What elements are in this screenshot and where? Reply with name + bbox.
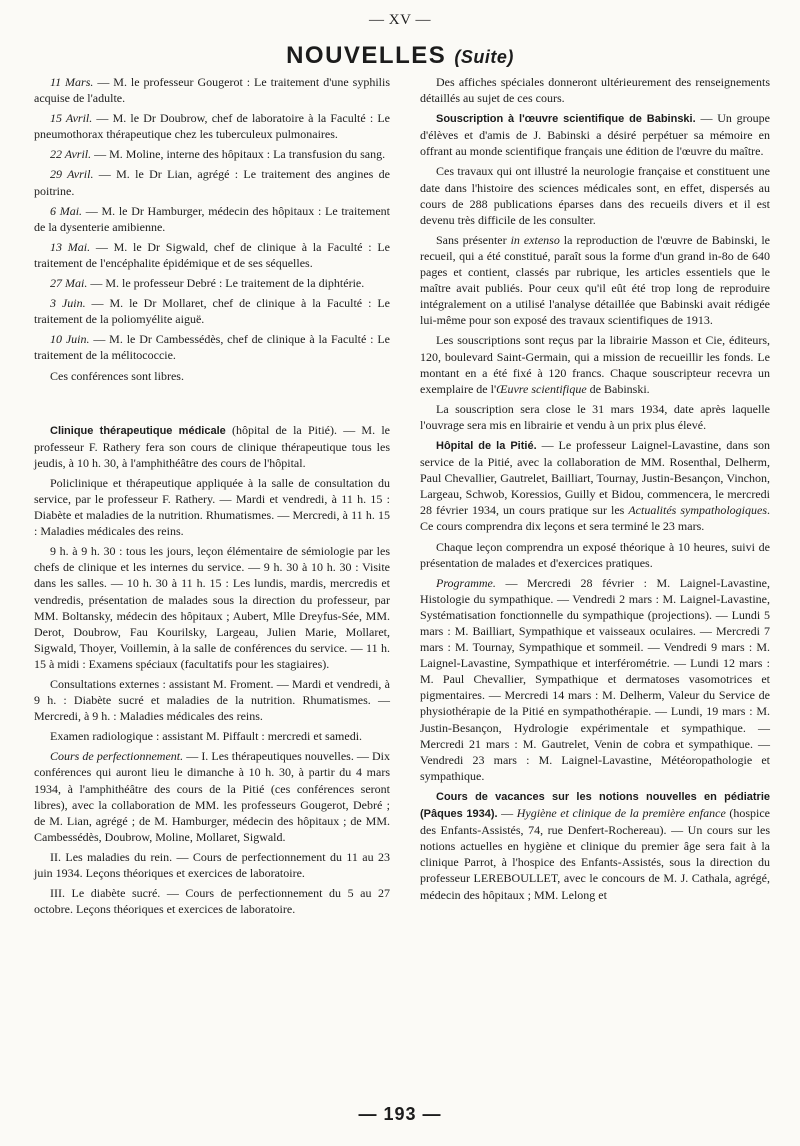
clinique-title: Clinique thérapeutique médicale bbox=[50, 424, 226, 437]
babinski-title: Souscription à l'œuvre scientifique de Babinski. bbox=[436, 113, 696, 126]
lecture-item: 10 Juin. — M. le Dr Cambessédès, chef de clinique à la Faculté : Le traitement de la mélitococcie. bbox=[34, 332, 390, 363]
programme-paragraph: Programme. — Mercredi 28 février : M. Laignel-Lavastine, Histologie du sympathique. — Vendredi 2 mars : M. Laignel-Lavastine, Systématisation fonctionnelle du sympathique (projections). — Lundi 5 mars : M. Bailliart, Sympathique et vaisseaux oculaires. — Mercredi 7 mars : M. Tournay, Sympathique et sommeil. — Vendredi 9 mars : M. Laignel-Lavastine, Sympathique et interférométrie. — Lundi 12 mars : M. Paul Chevallier, Sympathique et dermatoses vasomotrices et pigmentaires. — Mercredi 14 mars : M. Delherm, Valeur du Service de physiothérapie de la Pitié en sympathothérapie. — Lundi, 19 mars : M. Justin-Besançon, Hydrologie expérimentale et sympathique. — Mercredi 21 mars : M. Gautrelet, Venin de cobra et sympathique. — Vendredi 23 mars : M. Laignel-Lavastine, Météoropathologie et sympathique. bbox=[420, 575, 771, 783]
close-paragraph: La souscription sera close le 31 mars 1934, date après laquelle l'ouvrage sera mis en librairie et vendu à un prix plus élevé. bbox=[420, 401, 770, 432]
policlinique-paragraph: Policlinique et thérapeutique appliquée à la salle de consultation du service, par le professeur F. Rathery. — Mardi et vendredi, à 11 h. 15 : Diabète et maladies de la nutrition. Rhumatismes. — Mercredi, à 11 h. 15 : Maladies médicales des reins. bbox=[34, 475, 390, 539]
rein-paragraph: II. Les maladies du rein. — Cours de perfectionnement du 11 au 23 juin 1934. Leçons théoriques et exercices de laboratoire. bbox=[34, 849, 390, 881]
perfectionnement-paragraph: Cours de perfectionnement. — I. Les thérapeutiques nouvelles. — Dix conférences qui auront lieu le dimanche à 10 h. 30, à partir du 4 mars 1934, à l'amphithéâtre des cours de la Pitié (ces conférences seront libres), avec la collaboration de MM. les professeurs Gougerot, Debré ; de M. Lian, agrégé ; de M. Hamburger, médecin des hôpitaux ; de MM. Cambessédès, Doubrow, Moline, Mollaret, Sigwald. bbox=[34, 749, 390, 844]
consultations-paragraph: Consultations externes : assistant M. Froment. — Mardi et vendredi, à 9 h. : Diabète sucré et maladies de la nutrition. Rhumatismes. — Mercredi, à 9 h. : Maladies médicales des reins. bbox=[34, 677, 390, 724]
lecture-item: 13 Mai. — M. le Dr Sigwald, chef de clinique à la Faculté : Le traitement de l'encéphalite épidémique et de ses séquelles. bbox=[34, 239, 390, 270]
pitie-title: Hôpital de la Pitié. bbox=[436, 439, 537, 452]
extenso-paragraph: Sans présenter in extenso la reproduction de l'œuvre de Babinski, le recueil, qui a été constitué, paraît sous la forme d'un grand in-8o de 640 pages et contient, classés par rubrique, les articles essentiels que le maître avait publiés. Pour ceux qu'il eût été trop long de reproduire intégralement on a utilisé l'analyse détaillée que Babinski avait rédigée lui-même pour son exposé des travaux scientifiques de 1913. bbox=[420, 232, 770, 328]
lecture-item: 11 Mars. — M. le professeur Gougerot : Le traitement d'une syphilis acquise de l'adulte. bbox=[34, 75, 390, 106]
travaux-paragraph: Ces travaux qui ont illustré la neurologie française et constituent une date dans l'histoire des sciences médicales sont, en effet, dispersés au cours de 288 publications éparses dans des recueils divers et il est devenu très difficile de les consulter. bbox=[420, 164, 770, 227]
page-number: — 193 — bbox=[358, 1104, 442, 1124]
clinique-paragraph: Clinique thérapeutique médicale (hôpital de la Pitié). — M. le professeur F. Rathery fera son cours de clinique thérapeutique tous les jeudis, à 10 h. 30, à l'amphithéâtre des cours de l'hôpital. bbox=[34, 422, 390, 470]
vacances-paragraph: Cours de vacances sur les notions nouvelles en pédiatrie (Pâques 1934). — Hygiène et clinique de la première enfance (hospice des Enfants-Assistés, 74, rue Denfert-Rochereau). — Un cours sur les notions actuelles en hygiène et clinique du premier âge sera fait à la clinique Parrot, à l'hospice des Enfants-Assistés, sous la direction du professeur LEREBOULLET, avec le concours de M. J. Cathala, agrégé, médecin des hôpitaux ; MM. Lelong et bbox=[420, 790, 771, 902]
lecture-list bbox=[34, 74, 390, 384]
page-roman-numeral: — XV — bbox=[369, 12, 431, 28]
title-main: NOUVELLES bbox=[286, 42, 447, 69]
affiches-paragraph: Des affiches spéciales donneront ultérieurement des renseignements détaillés au sujet de ces cours. bbox=[420, 75, 770, 106]
title-suffix: (Suite) bbox=[454, 47, 514, 67]
page-title bbox=[0, 42, 800, 70]
lecture-item: 27 Mai. — M. le professeur Debré : Le traitement de la diphtérie. bbox=[50, 276, 365, 291]
lecture-item: 15 Avril. — M. le Dr Doubrow, chef de laboratoire à la Faculté : Le pneumothorax thérapeutique chez les tuberculeux pulmonaires. bbox=[34, 111, 390, 142]
right-column bbox=[420, 74, 770, 907]
souscriptions-paragraph: Les souscriptions sont reçus par la librairie Masson et Cie, éditeurs, 120, boulevard Saint-Germain, qui a mission de recueillir les fonds. Le montant en a été fixé à 120 francs. Chaque souscripteur recevra un exemplaire de l'Œuvre scientifique de Babinski. bbox=[420, 333, 770, 396]
lecture-item: 29 Avril. — M. le Dr Lian, agrégé : Le traitement des angines de poitrine. bbox=[34, 167, 391, 198]
lecon-paragraph: Chaque leçon comprendra un exposé théorique à 10 heures, suivi de présentation de malades et d'exercices pratiques. bbox=[420, 539, 770, 570]
radiologie-paragraph: Examen radiologique : assistant M. Piffault : mercredi et samedi. bbox=[50, 729, 363, 744]
lecture-closing: Ces conférences sont libres. bbox=[50, 368, 184, 383]
lecture-item: 22 Avril. — M. Moline, interne des hôpitaux : La transfusion du sang. bbox=[50, 147, 386, 162]
babinski-paragraph: Souscription à l'œuvre scientifique de Babinski. — Un groupe d'élèves et d'amis de J. Babinski a désiré perpétuer sa mémoire en offrant au monde scientifique français une édition de l'œuvre du maître. bbox=[420, 111, 770, 159]
horaires-paragraph: 9 h. à 9 h. 30 : tous les jours, leçon élémentaire de sémiologie par les chefs de clinique et les internes du service. — 9 h. 30 à 10 h. 30 : Visite dans les salles. — 10 h. 30 à 11 h. 15 : Les lundis, mardis, mercredis et vendredis, présentation de malades sous la direction du professeur, par MM. Boltansky, médecin des hôpitaux ; Aubert, Mlle Dreyfus-Sée, MM. Derot, Doubrow, Fau Kourilsky, Largeau, Julien Marie, Mollaret, Sigwald, Thoyer, Voillemin, à la salle de conférences du service. — 11 h. 15 à midi : Examens spéciaux (facultatifs pour les stagiaires). bbox=[34, 544, 390, 671]
left-column bbox=[34, 74, 390, 921]
lecture-item: 3 Juin. — M. le Dr Mollaret, chef de clinique à la Faculté : Le traitement de la poliomyélite aiguë. bbox=[34, 296, 390, 327]
diabete-paragraph: III. Le diabète sucré. — Cours de perfectionnement du 5 au 27 octobre. Leçons théoriques et exercices de laboratoire. bbox=[34, 886, 390, 917]
vacances-title: Cours de vacances sur les notions nouvelles en pédiatrie (Pâques 1934). bbox=[420, 790, 770, 821]
lecture-item: 6 Mai. — M. le Dr Hamburger, médecin des hôpitaux : Le traitement de la dysenterie amibienne. bbox=[34, 203, 390, 234]
pitie-paragraph: Hôpital de la Pitié. — Le professeur Laignel-Lavastine, dans son service de la Pitié, avec la collaboration de MM. Rosenthal, Delherm, Paul Chevallier, Gautrelet, Bailliart, Tournay, Justin-Besançon, Vinchon, Largeau, Schwob, Koressios, Guilly et Bidou, commencera, le mercredi 28 février 1934, un cours pratique sur les Actualités sympathologiques. Ce cours comprendra dix leçons et sera terminé le 23 mars. bbox=[420, 437, 770, 534]
